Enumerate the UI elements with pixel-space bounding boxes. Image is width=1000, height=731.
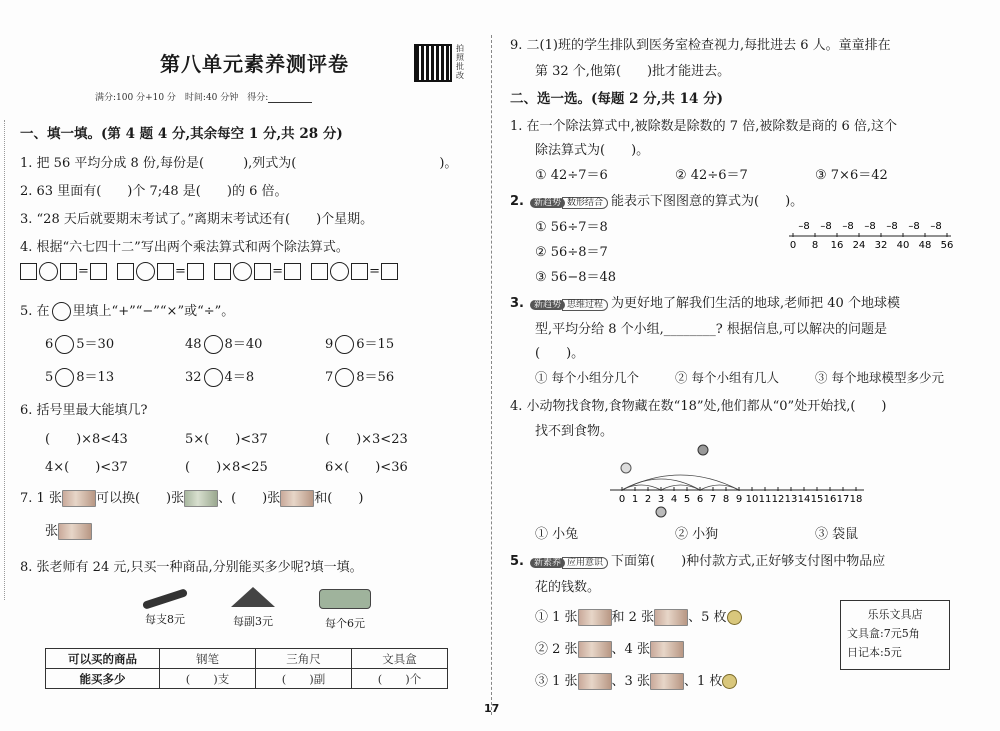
- qr-label: 拍照批改: [456, 44, 464, 80]
- tick-label: 14: [797, 494, 811, 505]
- q5-item-4[interactable]: 5 8＝13: [45, 370, 115, 385]
- tag-new-trend: 新趋势 数形结合: [530, 195, 608, 208]
- store-name: 乐乐文具店: [867, 608, 923, 621]
- coin-icon: [722, 674, 737, 689]
- jump-label: –8: [798, 221, 810, 232]
- question-1-1: 1. 把 56 平均分成 8 份,每份是( ),列式为( )。: [20, 156, 458, 171]
- score-blank[interactable]: [268, 92, 312, 103]
- option-2-2-b[interactable]: ② 56÷8＝7: [535, 245, 608, 260]
- question-1-7-cont: 张: [45, 520, 92, 540]
- banknote-50-icon: [184, 490, 218, 507]
- kangaroo-icon: [698, 445, 708, 455]
- page-number: 17: [484, 702, 500, 715]
- q5-item-2[interactable]: 48 8＝40: [185, 337, 263, 352]
- question-2-2: 2. 新趋势 数形结合 能表示下图图意的算式为( )。: [510, 194, 804, 209]
- banknote-icon: [578, 609, 612, 626]
- tick-label: 1: [631, 494, 639, 505]
- jump-label: –8: [908, 221, 920, 232]
- tick-label: 9: [735, 494, 743, 505]
- banknote-icon: [578, 641, 612, 658]
- section1-heading: 一、填一填。(第 4 题 4 分,其余每空 1 分,共 28 分): [20, 126, 343, 142]
- question-1-4: 4. 根据“六七四十二”写出两个乘法算式和两个除法算式。: [20, 240, 349, 255]
- q6-item-2[interactable]: 5×( )<37: [185, 432, 268, 447]
- tick-label: 32: [874, 240, 888, 250]
- qr-code-icon[interactable]: [414, 44, 452, 82]
- tick-label: 40: [896, 240, 910, 250]
- question-1-8: 8. 张老师有 24 元,只买一种商品,分别能买多少呢?填一填。: [20, 560, 363, 575]
- option-2-3-a[interactable]: ① 每个小组分几个: [535, 370, 639, 385]
- tick-label: 12: [771, 494, 785, 505]
- option-2-4-a[interactable]: ① 小兔: [535, 527, 579, 542]
- question-1-3: 3. “28 天后就要期末考试了。”离期末考试还有( )个星期。: [20, 212, 374, 227]
- banknote-10-icon: [58, 523, 92, 540]
- dog-icon: [656, 507, 666, 517]
- q6-item-5[interactable]: ( )×8<25: [185, 460, 268, 475]
- tick-label: 4: [670, 494, 678, 505]
- question-2-1-line2: 除法算式为( )。: [535, 143, 650, 158]
- page-title: 第八单元素养测评卷: [160, 52, 349, 76]
- option-2-4-c[interactable]: ③ 袋鼠: [815, 527, 859, 542]
- option-2-4-b[interactable]: ② 小狗: [675, 527, 719, 542]
- q6-item-6[interactable]: 6×( )<36: [325, 460, 408, 475]
- jump-label: –8: [886, 221, 898, 232]
- equation-3[interactable]: =: [214, 262, 301, 281]
- option-2-5-a[interactable]: ① 1 张 和 2 张 、5 枚: [535, 606, 742, 626]
- tick-label: 13: [784, 494, 798, 505]
- tick-label: 16: [830, 240, 844, 250]
- option-2-1-c[interactable]: ③ 7×6＝42: [815, 168, 888, 183]
- tick-label: 17: [836, 494, 850, 505]
- question-1-5: 5. 在 里填上“+”“−”“×”或“÷”。: [20, 304, 235, 319]
- equation-2[interactable]: =: [117, 262, 204, 281]
- coin-icon: [727, 610, 742, 625]
- question-2-3-line1: 3. 新趋势 思维过程 为更好地了解我们生活的地球,老师把 40 个地球模: [510, 296, 900, 311]
- jump-label: –8: [864, 221, 876, 232]
- option-2-1-a[interactable]: ① 42÷7＝6: [535, 168, 608, 183]
- question-1-6: 6. 括号里最大能填几?: [20, 403, 148, 418]
- option-2-5-b[interactable]: ② 2 张 、4 张: [535, 638, 684, 658]
- store-price-box: [840, 600, 950, 670]
- number-line-jumps-8: [785, 210, 965, 250]
- tick-label: 8: [722, 494, 730, 505]
- tick-label: 2: [644, 494, 652, 505]
- item-pencil-case: 每个6元: [310, 585, 380, 631]
- tick-label: 10: [745, 494, 759, 505]
- tick-label: 56: [940, 240, 954, 250]
- question-1-9-line2: 第 32 个,他第( )批才能进去。: [535, 64, 731, 79]
- question-1-7: 7. 1 张 可以换( )张 、( )张 和( ): [20, 491, 364, 506]
- banknote-icon: [578, 673, 612, 690]
- tick-label: 6: [696, 494, 704, 505]
- jump-arc: [661, 485, 700, 490]
- tick-label: 15: [810, 494, 824, 505]
- question-2-3-line2: 型,平均分给 8 个小组,________? 根据信息,可以解决的问题是: [535, 322, 888, 337]
- banknote-20-icon: [280, 490, 314, 507]
- item-ruler: 每副3元: [218, 585, 288, 629]
- jump-label: –8: [930, 221, 942, 232]
- question-2-3-line3: ( )。: [535, 346, 585, 361]
- store-line-1: 文具盒:7元5角: [847, 627, 920, 640]
- store-line-2: 日记本:5元: [847, 646, 902, 659]
- banknote-icon: [650, 673, 684, 690]
- tag-new-literacy: 新素养 应用意识: [530, 555, 608, 568]
- set-square-icon: [231, 587, 275, 607]
- purchase-table: [45, 648, 448, 689]
- jump-arc: [622, 475, 739, 490]
- option-2-3-c[interactable]: ③ 每个地球模型多少元: [815, 370, 944, 385]
- equation-1[interactable]: =: [20, 262, 107, 281]
- tick-label: 0: [618, 494, 626, 505]
- option-2-1-b[interactable]: ② 42÷6＝7: [675, 168, 748, 183]
- equation-4[interactable]: =: [311, 262, 398, 281]
- tick-label: 24: [852, 240, 866, 250]
- tick-label: 8: [811, 240, 819, 250]
- item-pen: 每支8元: [130, 585, 200, 627]
- q6-item-1[interactable]: ( )×8<43: [45, 432, 128, 447]
- left-column: [20, 30, 475, 720]
- banknote-100-icon: [62, 490, 96, 507]
- option-2-2-a[interactable]: ① 56÷7＝8: [535, 220, 608, 235]
- q5-item-3[interactable]: 9 6＝15: [325, 337, 395, 352]
- table-row: 可以买的商品 钢笔 三角尺 文具盒: [46, 649, 448, 669]
- question-2-5-line2: 花的钱数。: [535, 580, 601, 595]
- tick-label: 16: [823, 494, 837, 505]
- pencil-case-icon: [319, 589, 371, 609]
- banknote-icon: [654, 609, 688, 626]
- rabbit-icon: [621, 463, 631, 473]
- q6-item-4[interactable]: 4×( )<37: [45, 460, 128, 475]
- question-2-4-line2: 找不到食物。: [535, 424, 614, 439]
- tick-label: 7: [709, 494, 717, 505]
- section2-heading: 二、选一选。(每题 2 分,共 14 分): [510, 91, 723, 107]
- tick-label: 0: [789, 240, 797, 250]
- banknote-icon: [650, 641, 684, 658]
- equation-boxes: [20, 262, 404, 281]
- tick-label: 11: [758, 494, 772, 505]
- right-column: [510, 30, 980, 720]
- tick-label: 3: [657, 494, 665, 505]
- jump-label: –8: [820, 221, 832, 232]
- table-row: 能买多少 ( )支 ( )副 ( )个: [46, 669, 448, 689]
- number-line-animals: [610, 442, 880, 522]
- q5-item-1[interactable]: 6 5＝30: [45, 337, 115, 352]
- tick-label: 5: [683, 494, 691, 505]
- option-2-2-c[interactable]: ③ 56−8＝48: [535, 270, 617, 285]
- binding-margin: [4, 120, 15, 600]
- q5-item-6[interactable]: 7 8＝56: [325, 370, 395, 385]
- tag-thinking: 新趋势 思维过程: [530, 297, 608, 310]
- pen-icon: [142, 588, 188, 610]
- score-meta: 满分:100 分+10 分 时间:40 分钟 得分:: [95, 90, 312, 103]
- question-2-4-line1: 4. 小动物找食物,食物藏在数“18”处,他们都从“0”处开始找,( ): [510, 399, 887, 414]
- tick-label: 48: [918, 240, 932, 250]
- question-1-9-line1: 9. 二(1)班的学生排队到医务室检查视力,每批进去 6 人。童童排在: [510, 38, 891, 53]
- option-2-3-b[interactable]: ② 每个小组有几人: [675, 370, 779, 385]
- question-2-5-line1: 5. 新素养 应用意识 下面第( )种付款方式,正好够支付图中物品应: [510, 554, 886, 569]
- question-1-2: 2. 63 里面有( )个 7;48 是( )的 6 倍。: [20, 184, 288, 199]
- option-2-5-c[interactable]: ③ 1 张 、3 张 、1 枚: [535, 670, 737, 690]
- question-2-1-line1: 1. 在一个除法算式中,被除数是除数的 7 倍,被除数是商的 6 倍,这个: [510, 119, 898, 134]
- tick-label: 18: [849, 494, 863, 505]
- q5-item-5[interactable]: 32 4＝8: [185, 370, 255, 385]
- q6-item-3[interactable]: ( )×3<23: [325, 432, 408, 447]
- jump-label: –8: [842, 221, 854, 232]
- column-divider: [491, 35, 492, 715]
